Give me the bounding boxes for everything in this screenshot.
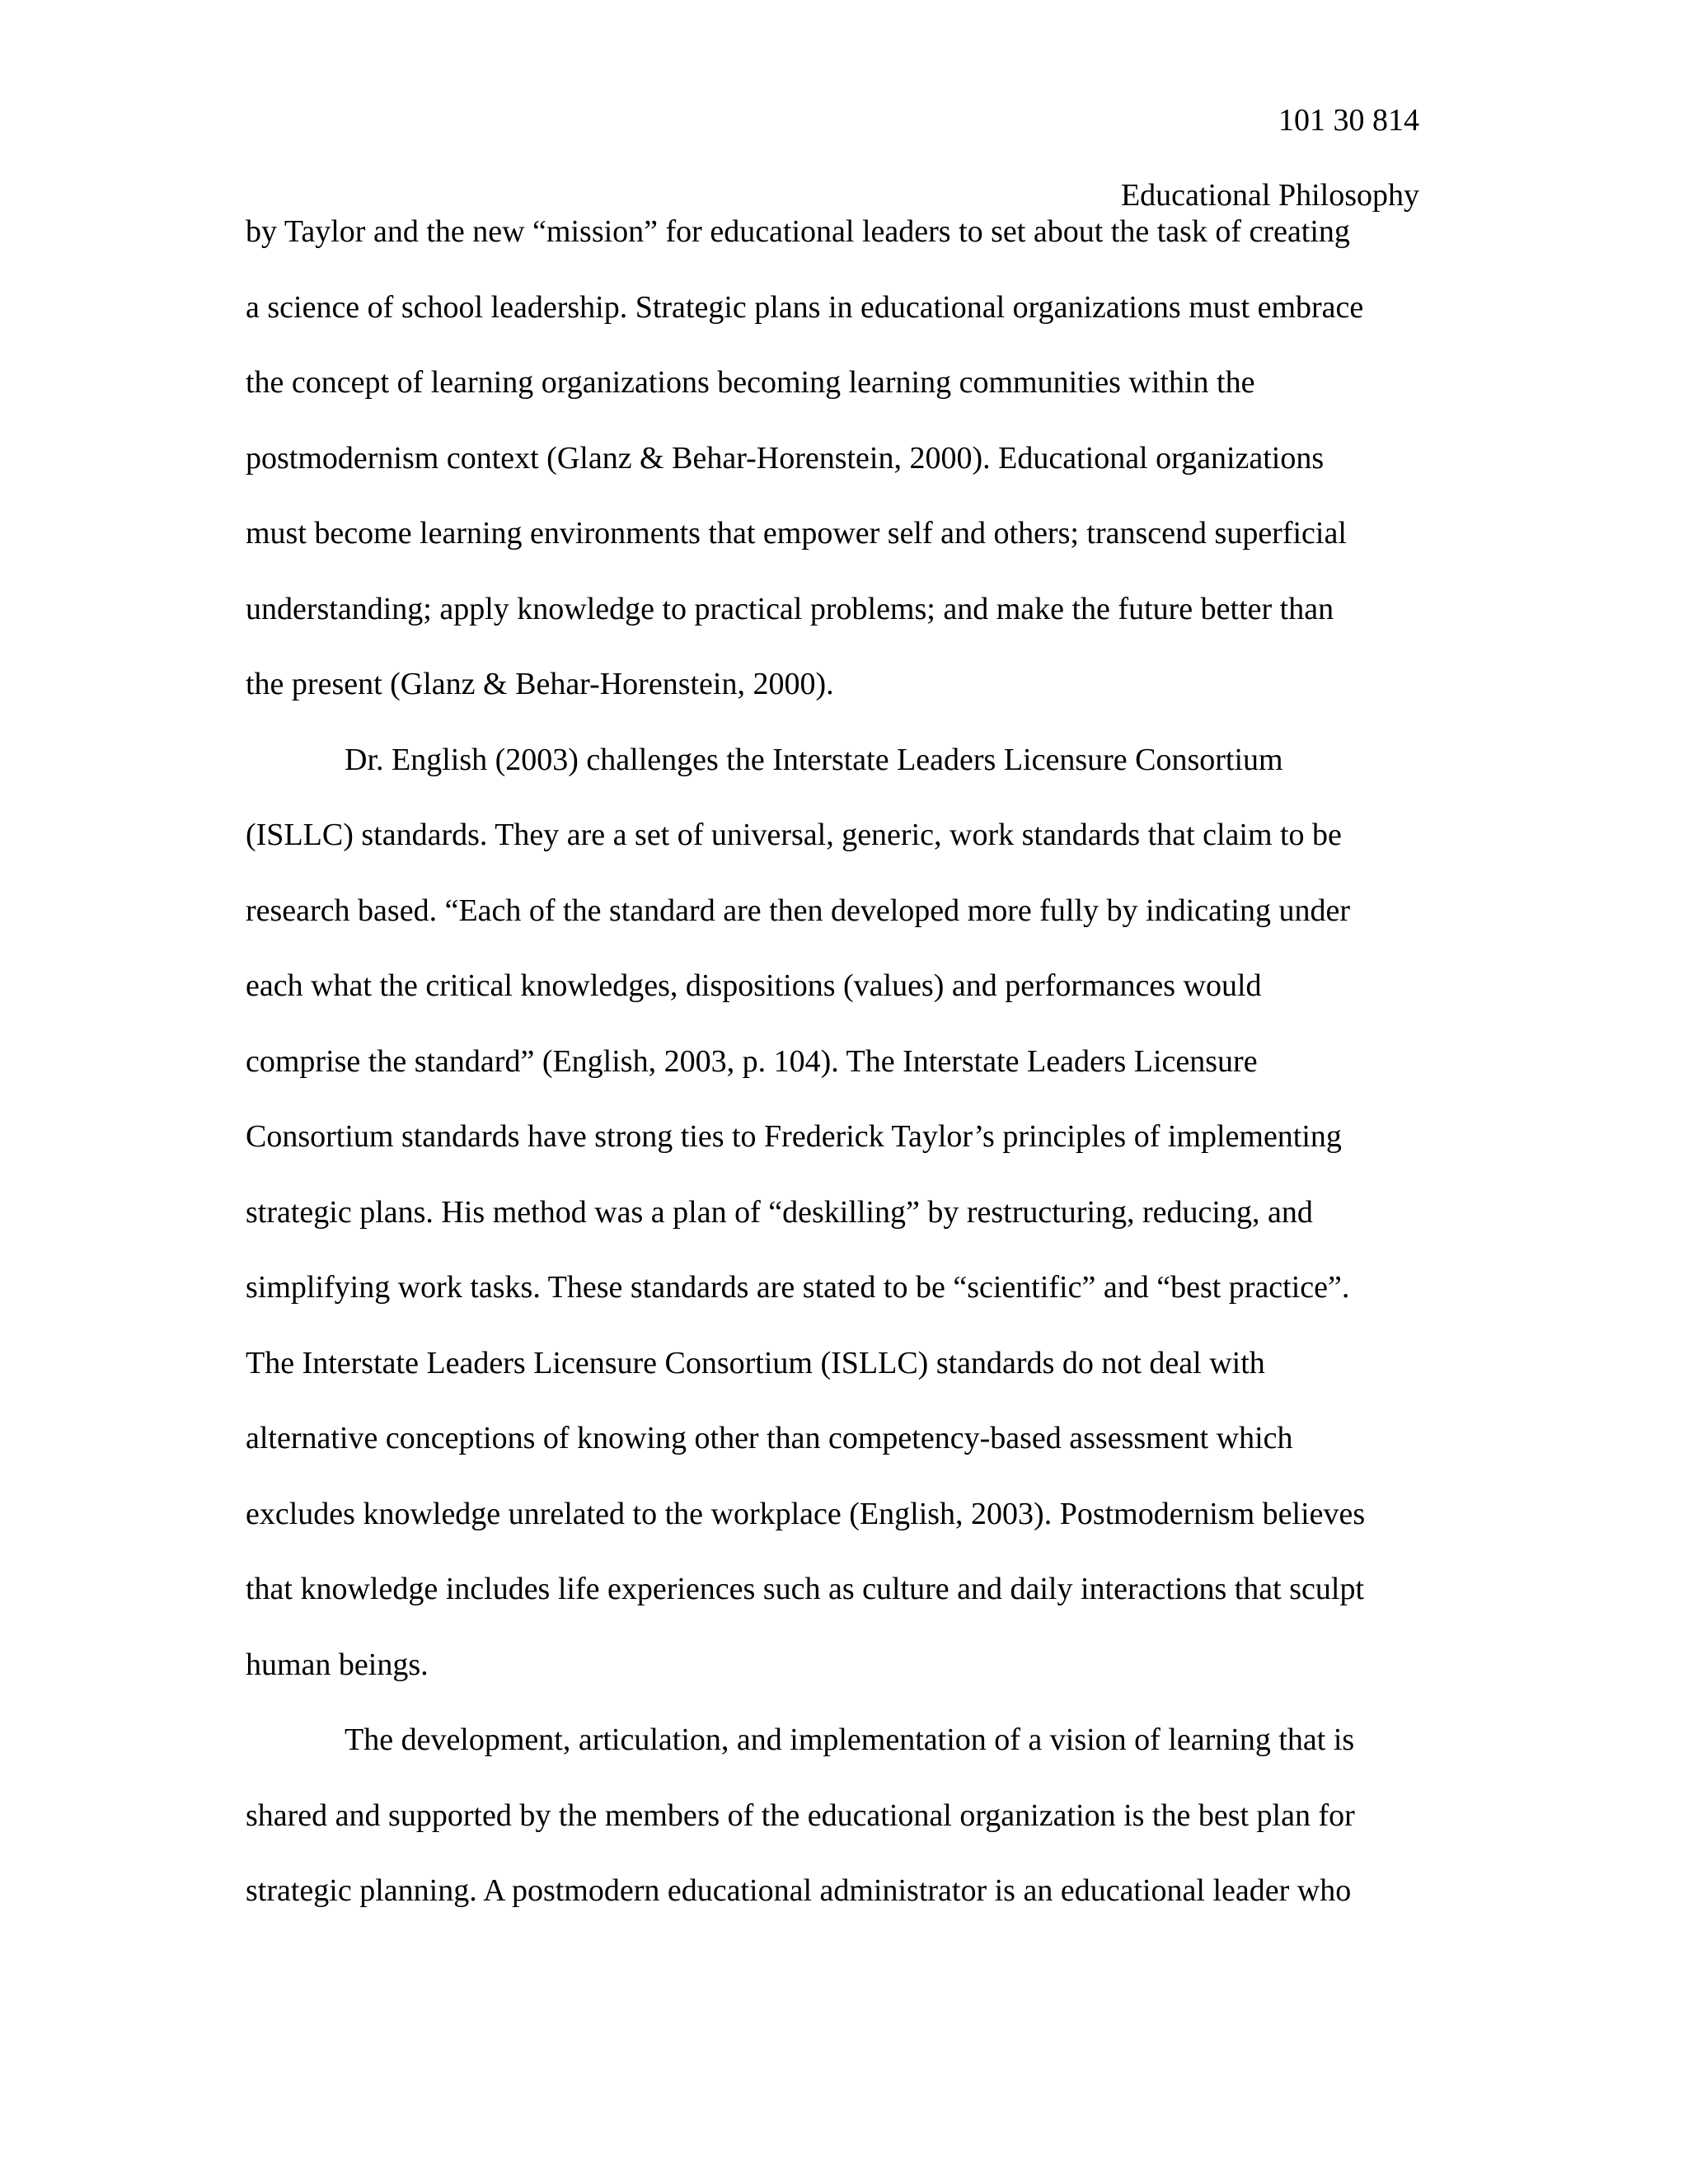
paragraph-first-line: Dr. English (2003) challenges the Interstate Leaders Licensure Consortium <box>345 742 1283 777</box>
text-line: alternative conceptions of knowing other than competency-based assessment which <box>246 1421 1293 1455</box>
text-line: understanding; apply knowledge to practical problems; and make the future better than <box>246 591 1334 626</box>
text-line: strategic plans. His method was a plan of “deskilling” by restructuring, reducing, and <box>246 1194 1313 1230</box>
text-line: shared and supported by the members of the educational organization is the best plan for <box>246 1797 1355 1833</box>
text-line: Consortium standards have strong ties to Frederick Taylor’s principles of implementing <box>246 1119 1342 1154</box>
page-header-title: Educational Philosophy <box>1120 178 1419 213</box>
text-line: the present (Glanz & Behar-Horenstein, 2000). <box>246 667 834 701</box>
text-line: must become learning environments that empower self and others; transcend superficial <box>246 516 1347 551</box>
text-line: that knowledge includes life experiences such as culture and daily interactions that sculpt <box>246 1572 1364 1606</box>
text-line: research based. “Each of the standard are then developed more fully by indicating under <box>246 893 1351 928</box>
paragraph-first-line: The development, articulation, and implementation of a vision of learning that is <box>345 1722 1355 1757</box>
page-header-id: 101 30 814 <box>1278 103 1419 138</box>
text-line: each what the critical knowledges, dispositions (values) and performances would <box>246 968 1262 1003</box>
text-line: excludes knowledge unrelated to the workplace (English, 2003). Postmodernism believes <box>246 1496 1366 1531</box>
text-line: human beings. <box>246 1647 429 1682</box>
text-line: strategic planning. A postmodern educational administrator is an educational leader who <box>246 1873 1352 1908</box>
text-line: the concept of learning organizations becoming learning communities within the <box>246 365 1255 400</box>
text-line: by Taylor and the new “mission” for educational leaders to set about the task of creating <box>246 214 1350 249</box>
text-line: simplifying work tasks. These standards are stated to be “scientific” and “best practice”. <box>246 1270 1350 1305</box>
body-text <box>246 208 1424 1943</box>
text-line: (ISLLC) standards. They are a set of universal, generic, work standards that claim to be <box>246 818 1342 852</box>
text-line: a science of school leadership. Strategic plans in educational organizations must embrace <box>246 289 1364 325</box>
text-line: postmodernism context (Glanz & Behar-Horenstein, 2000). Educational organizations <box>246 440 1325 476</box>
text-line: The Interstate Leaders Licensure Consortium (ISLLC) standards do not deal with <box>246 1345 1265 1380</box>
text-line: comprise the standard” (English, 2003, p. 104). The Interstate Leaders Licensure <box>246 1043 1258 1079</box>
